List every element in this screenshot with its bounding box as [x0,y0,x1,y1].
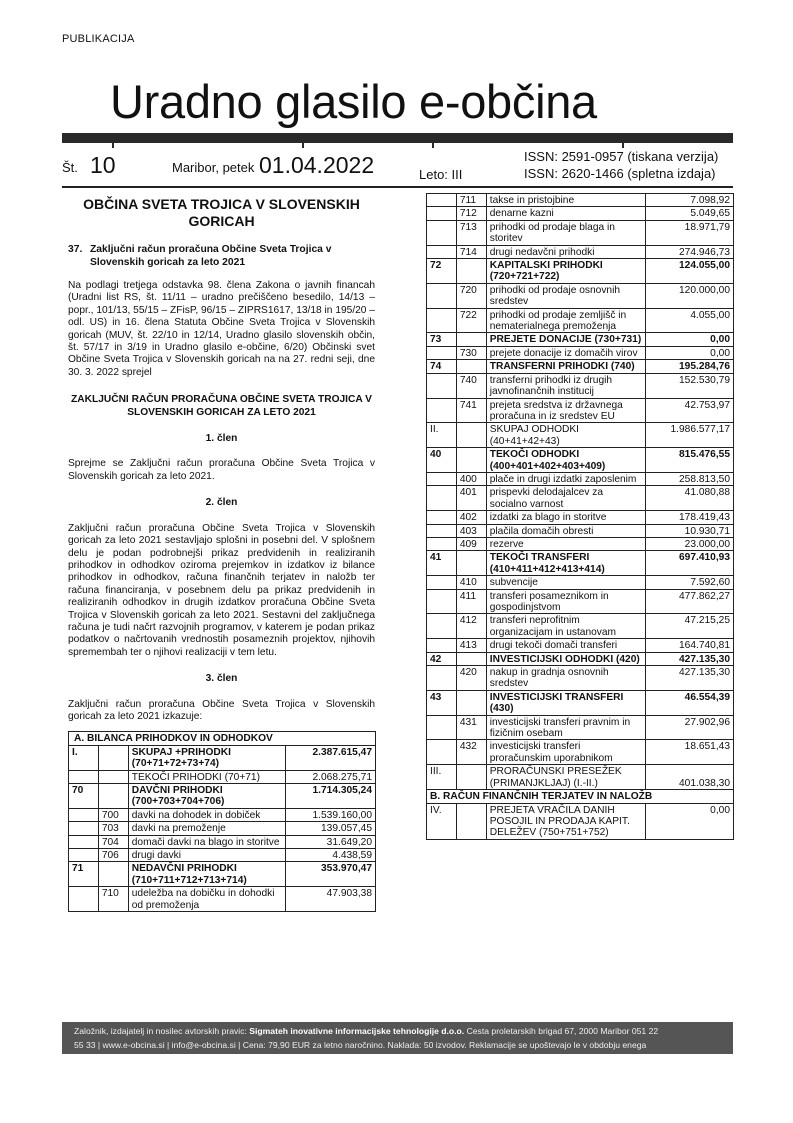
account-code-cell: 410 [456,576,486,589]
table-row [69,808,376,821]
table-row [427,803,734,839]
act-number: 37. [68,244,83,255]
account-class-cell [427,283,457,308]
table-row [427,398,734,423]
account-code-cell: 713 [456,220,486,245]
account-code-cell: 700 [98,808,128,821]
account-description-cell: KAPITALSKI PRIHODKI (720+721+722) [486,259,646,284]
amount-cell: 4.055,00 [646,308,734,333]
amount-cell: 427.135,30 [646,652,734,665]
account-description-cell: davki na dohodek in dobiček [128,808,286,821]
account-class-cell [427,194,457,207]
account-code-cell: 431 [456,715,486,740]
act-title [68,244,375,269]
account-code-cell [98,745,128,770]
article-3-text: Zaključni račun proračuna Občine Sveta Trojica v Slovenskih goricah za leto 2021 izkazuje: [68,698,375,722]
account-class-cell: 73 [427,333,457,346]
table-section-heading: A. BILANCA PRIHODKOV IN ODHODKOV [69,732,376,745]
account-class-cell: 70 [69,784,99,809]
table-row [427,448,734,473]
amount-cell: 1.986.577,17 [646,423,734,448]
amount-cell: 178.419,43 [646,511,734,524]
amount-cell: 42.753,97 [646,398,734,423]
account-description-cell: denarne kazni [486,207,646,220]
account-code-cell [456,803,486,839]
account-class-cell [427,740,457,765]
account-class-cell [427,486,457,511]
amount-cell: 195.284,76 [646,360,734,373]
account-class-cell [427,245,457,258]
account-code-cell: 432 [456,740,486,765]
account-class-cell [427,472,457,485]
table-section-heading: B. RAČUN FINANČNIH TERJATEV IN NALOŽB [427,790,734,803]
amount-cell: 274.946,73 [646,245,734,258]
account-class-cell: 72 [427,259,457,284]
account-description-cell: PRORAČUNSKI PRESEŽEK (PRIMANJKLJAJ) (I.-II.) [486,765,646,790]
account-code-cell: 704 [98,835,128,848]
table-row [427,589,734,614]
amount-cell: 7.592,60 [646,576,734,589]
footer [62,1022,733,1054]
account-class-cell: 41 [427,551,457,576]
account-description-cell: plačila domačih obresti [486,524,646,537]
amount-cell: 258.813,50 [646,472,734,485]
account-code-cell: 413 [456,639,486,652]
table-row [427,666,734,691]
table-row [427,472,734,485]
account-code-cell: 712 [456,207,486,220]
table-row [69,862,376,887]
account-code-cell: 740 [456,373,486,398]
preamble-paragraph: Na podlagi tretjega odstavka 98. člena Zakona o javnih financah (Uradni list RS, št. 11/11 – uradno prečiščeno besedilo, 14/13 – popr., 101/13, 55/15 – ZFisP, 96/15 – ZIPRS1617, 13/18 in 195/20 – odl. US) in 16. člena Statuta Občine Sveta Trojica v Slovenskih goricah (MUV, št. 22/10 in 12/14, Uradno glasilo slovenskih občin, št. 57/17 in 3/19 in Uradno glasilo e-občine, 6/20) Občinski svet Občine Sveta Trojica v Slovenskih goricah na na 27. redni seji, dne 30. 3. 2022 sprejel [68,280,375,378]
account-description-cell: PREJETE DONACIJE (730+731) [486,333,646,346]
account-code-cell [456,333,486,346]
account-class-cell [427,639,457,652]
account-code-cell [456,551,486,576]
amount-cell: 47.903,38 [286,887,376,912]
account-class-cell [427,373,457,398]
account-description-cell: investicijski transferi proračunskim uporabnikom [486,740,646,765]
account-code-cell [456,690,486,715]
masthead-title: Uradno glasilo e-občina [110,75,597,128]
account-code-cell: 714 [456,245,486,258]
footer-website-link[interactable]: www.e-obcina.si [102,1040,165,1050]
table-row [427,551,734,576]
account-description-cell: nakup in gradnja osnovnih sredstev [486,666,646,691]
table-row [427,245,734,258]
table-row [427,537,734,550]
account-description-cell: plače in drugi izdatki zaposlenim [486,472,646,485]
account-class-cell [427,511,457,524]
amount-cell: 2.387.615,47 [286,745,376,770]
budget-table-part-2 [426,193,734,840]
table-row [69,835,376,848]
amount-cell: 2.068.275,71 [286,770,376,783]
footer-phone-tail: 55 33 | [74,1040,103,1050]
account-class-cell [427,346,457,359]
account-code-cell: 722 [456,308,486,333]
account-description-cell: prispevki delodajalcev za socialno varnost [486,486,646,511]
account-description-cell: takse in pristojbine [486,194,646,207]
account-description-cell: SKUPAJ +PRIHODKI (70+71+72+73+74) [128,745,286,770]
table-row [427,576,734,589]
account-description-cell: prihodki od prodaje zemljišč in nematerialnega premoženja [486,308,646,333]
table-row [427,360,734,373]
account-description-cell: subvencije [486,576,646,589]
account-description-cell: transferni prihodki iz drugih javnofinančnih institucij [486,373,646,398]
amount-cell: 139.057,45 [286,822,376,835]
amount-cell: 120.000,00 [646,283,734,308]
account-class-cell: IV. [427,803,457,839]
footer-publisher: Sigmateh inovativne informacijske tehnologije d.o.o. [249,1026,465,1036]
account-code-cell: 703 [98,822,128,835]
account-code-cell: 401 [456,486,486,511]
amount-cell: 41.080,88 [646,486,734,511]
account-description-cell: udeležba na dobičku in dohodki od premoženja [128,887,286,912]
issn-print: ISSN: 2591-0957 (tiskana verzija) [524,149,719,164]
amount-cell: 23.000,00 [646,537,734,550]
footer-separator: | [164,1040,172,1050]
account-class-cell [427,715,457,740]
table-row [427,524,734,537]
year-label: Leto: III [419,167,463,182]
account-description-cell: rezerve [486,537,646,550]
account-class-cell [69,887,99,912]
table-row [69,745,376,770]
table-row [69,822,376,835]
amount-cell: 353.970,47 [286,862,376,887]
account-description-cell: TEKOČI ODHODKI (400+401+402+403+409) [486,448,646,473]
account-description-cell: DAVČNI PRIHODKI (700+703+704+706) [128,784,286,809]
masthead-bar [62,133,733,143]
account-class-cell [427,220,457,245]
account-code-cell [98,784,128,809]
amount-cell: 815.476,55 [646,448,734,473]
footer-pricing: | Cena: 79,90 EUR za letno naročnino. Naklada: 50 izvodov. Reklamacije se upoštevajo le v obdobju enega [235,1040,647,1050]
account-description-cell: INVESTICIJSKI ODHODKI (420) [486,652,646,665]
account-description-cell: drugi nedavčni prihodki [486,245,646,258]
account-class-cell [427,614,457,639]
budget-table-part-1 [68,731,376,912]
account-code-cell [98,770,128,783]
table-row [427,333,734,346]
account-code-cell: 400 [456,472,486,485]
article-3-title: 3. člen [205,673,238,685]
table-row [427,765,734,790]
amount-cell: 4.438,59 [286,849,376,862]
amount-cell: 427.135,30 [646,666,734,691]
account-code-cell: 420 [456,666,486,691]
account-class-cell [427,666,457,691]
footer-line-2 [74,1038,721,1052]
table-row [427,423,734,448]
account-class-cell [427,308,457,333]
account-description-cell: INVESTICIJSKI TRANSFERI (430) [486,690,646,715]
account-code-cell [456,259,486,284]
table-row [427,346,734,359]
account-class-cell [427,524,457,537]
account-description-cell: domači davki na blago in storitve [128,835,286,848]
account-code-cell [456,765,486,790]
amount-cell: 7.098,92 [646,194,734,207]
amount-cell: 697.410,93 [646,551,734,576]
footer-line-1 [74,1024,721,1038]
issue-info-row [62,148,733,188]
table-row [427,373,734,398]
amount-cell: 5.049,65 [646,207,734,220]
account-class-cell [69,808,99,821]
account-class-cell: I. [69,745,99,770]
account-description-cell: drugi tekoči domači transferi [486,639,646,652]
issue-date: 01.04.2022 [259,152,375,178]
amount-cell: 164.740,81 [646,639,734,652]
table-row [69,784,376,809]
table-row [427,690,734,715]
table-row [427,511,734,524]
table-row [427,283,734,308]
table-section-heading-row [427,790,734,803]
account-code-cell: 411 [456,589,486,614]
amount-cell: 124.055,00 [646,259,734,284]
account-class-cell: 40 [427,448,457,473]
account-code-cell: 706 [98,849,128,862]
table-row [427,652,734,665]
account-description-cell: prejete donacije iz domačih virov [486,346,646,359]
masthead-divider [62,186,733,188]
table-row [69,849,376,862]
table-row [427,207,734,220]
right-column [426,193,734,840]
amount-cell: 47.215,25 [646,614,734,639]
table-row [427,220,734,245]
amount-cell: 31.649,20 [286,835,376,848]
table-row [427,740,734,765]
account-class-cell: III. [427,765,457,790]
account-code-cell [98,862,128,887]
amount-cell: 18.651,43 [646,740,734,765]
account-class-cell [427,398,457,423]
table-row [427,639,734,652]
issue-label: Št. [62,160,78,175]
account-description-cell: investicijski transferi pravnim in fizičnim osebam [486,715,646,740]
account-code-cell [456,448,486,473]
account-class-cell: II. [427,423,457,448]
account-code-cell: 402 [456,511,486,524]
table-row [69,770,376,783]
table-row [427,715,734,740]
account-description-cell: prihodki od prodaje osnovnih sredstev [486,283,646,308]
account-description-cell: transferi neprofitnim organizacijam in ustanovam [486,614,646,639]
account-description-cell: prihodki od prodaje blaga in storitev [486,220,646,245]
account-description-cell: SKUPAJ ODHODKI (40+41+42+43) [486,423,646,448]
account-code-cell [456,652,486,665]
account-class-cell [427,207,457,220]
table-row [427,194,734,207]
account-description-cell: PREJETA VRAČILA DANIH POSOJIL IN PRODAJA KAPIT. DELEŽEV (750+751+752) [486,803,646,839]
amount-cell: 18.971,79 [646,220,734,245]
account-class-cell: 43 [427,690,457,715]
account-class-cell [69,849,99,862]
footer-lead: Založnik, izdajatelj in nosilec avtorskih pravic: [74,1026,250,1036]
article-1-title: 1. člen [205,433,238,445]
article-2-text: Zaključni račun proračuna Občine Sveta Trojica v Slovenskih goricah za leto 2021 sestavljajo splošni in posebni del. V splošnem delu je podan podrobnejši prikaz predvidenih in realiziranih prihodkov in odhodkov oziroma prejemkov in izdatkov iz bilance prihodkov in odhodkov, računa finančnih terjatev in naložb ter računa financiranja, v posebnem delu pa prikaz predvidenih in realiziranih odhodkov in drugih izdatkov proračuna Občine Sveta Trojica v Slovenskih goricah za leto 2021. Sestavni del zaključnega računa je tudi načrt razvojnih programov, v katerem je podan prikaz podatkov o načrtovanih vrednostih posameznih projektov, njihovih spremembah ter o njihovi realizaciji v tem letu. [68,522,375,658]
amount-cell: 152.530,79 [646,373,734,398]
amount-cell: 477.862,27 [646,589,734,614]
account-code-cell: 710 [98,887,128,912]
account-class-cell: 74 [427,360,457,373]
amount-cell: 401.038,30 [646,765,734,790]
account-description-cell: drugi davki [128,849,286,862]
municipality-heading: OBČINA SVETA TROJICA V SLOVENSKIH GORICAH [83,196,360,229]
account-class-cell: 71 [69,862,99,887]
amount-cell: 0,00 [646,346,734,359]
account-code-cell: 403 [456,524,486,537]
table-row [427,486,734,511]
act-title-text: Zaključni račun proračuna Občine Sveta Trojica v Slovenskih goricah za leto 2021 [90,244,332,268]
account-description-cell: izdatki za blago in storitve [486,511,646,524]
account-code-cell [456,423,486,448]
issn-web: ISSN: 2620-1466 (spletna izdaja) [524,166,716,181]
amount-cell: 46.554,39 [646,690,734,715]
document-heading: ZAKLJUČNI RAČUN PRORAČUNA OBČINE SVETA TROJICA V SLOVENSKIH GORICAH ZA LETO 2021 [71,394,372,418]
amount-cell: 1.539.160,00 [286,808,376,821]
footer-email-link[interactable]: info@e-obcina.si [171,1040,236,1050]
footer-address: Cesta proletarskih brigad 67, 2000 Maribor 051 22 [464,1026,659,1036]
account-code-cell: 711 [456,194,486,207]
account-description-cell: TEKOČI PRIHODKI (70+71) [128,770,286,783]
publication-label: PUBLIKACIJA [62,33,135,45]
account-code-cell: 412 [456,614,486,639]
account-class-cell [69,822,99,835]
account-description-cell: davki na premoženje [128,822,286,835]
account-description-cell: transferi posameznikom in gospodinjstvom [486,589,646,614]
place-day: Maribor, petek [172,160,255,175]
table-row [427,308,734,333]
account-code-cell [456,360,486,373]
account-class-cell [69,770,99,783]
account-class-cell [427,589,457,614]
table-section-heading-row [69,732,376,745]
account-class-cell [427,576,457,589]
table-row [427,614,734,639]
amount-cell: 10.930,71 [646,524,734,537]
account-code-cell: 720 [456,283,486,308]
account-code-cell: 730 [456,346,486,359]
account-description-cell: TEKOČI TRANSFERI (410+411+412+413+414) [486,551,646,576]
account-class-cell [69,835,99,848]
table-row [427,259,734,284]
article-2-title: 2. člen [205,497,238,509]
amount-cell: 0,00 [646,803,734,839]
account-code-cell: 409 [456,537,486,550]
account-description-cell: prejeta sredstva iz državnega proračuna in iz sredstev EU [486,398,646,423]
account-class-cell: 42 [427,652,457,665]
account-code-cell: 741 [456,398,486,423]
amount-cell: 0,00 [646,333,734,346]
table-row [69,887,376,912]
left-column [68,192,375,912]
amount-cell: 27.902,96 [646,715,734,740]
account-description-cell: TRANSFERNI PRIHODKI (740) [486,360,646,373]
amount-cell: 1.714.305,24 [286,784,376,809]
account-class-cell [427,537,457,550]
article-1-text: Sprejme se Zaključni račun proračuna Občine Sveta Trojica v Slovenskih goricah za leto 2021. [68,458,375,482]
issue-number: 10 [90,152,116,178]
account-description-cell: NEDAVČNI PRIHODKI (710+711+712+713+714) [128,862,286,887]
